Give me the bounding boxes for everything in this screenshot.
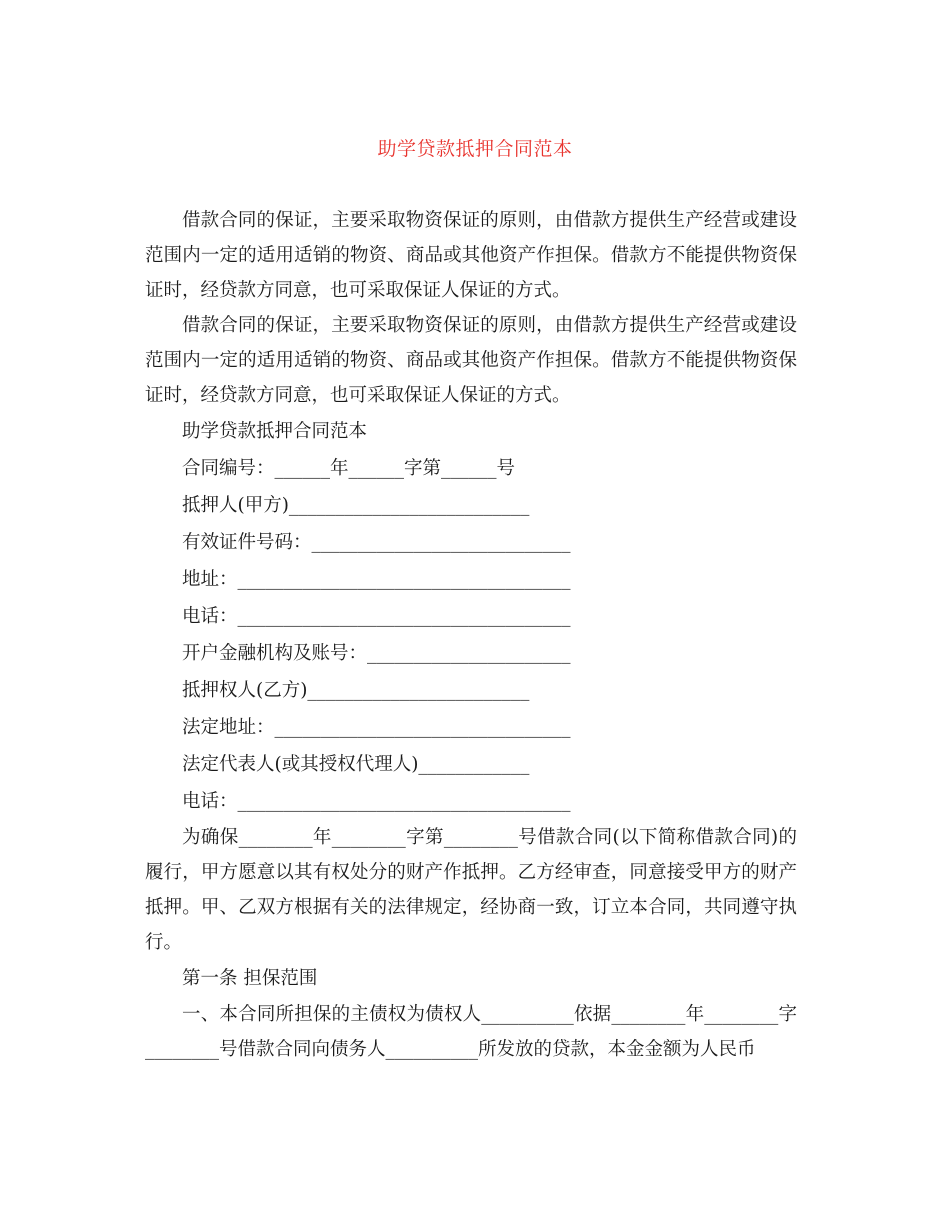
contract-subtitle: 助学贷款抵押合同范本 (182, 421, 368, 442)
address-field: 地址：____________________________________ (182, 569, 571, 590)
article-1-heading: 第一条 担保范围 (182, 968, 318, 989)
mortgagor-field: 抵押人(甲方)__________________________ (182, 495, 530, 516)
purpose-paragraph: 为确保________年________字第________号借款合同(以下简称借款合同)的履行，甲方愿意以其有权处分的财产作抵押。乙方经审查，同意接受甲方的财产抵押。甲、乙双方根据有关的法律规定，经协商一致，订立本合同，共同遵守执行。 (145, 827, 797, 953)
article-1-clause-1: 一、本合同所担保的主债权为债权人__________依据________年________字________号借款合同向债务人__________所发放的贷款，本金金额为人民币 (145, 1004, 797, 1060)
legal-address-field: 法定地址：________________________________ (182, 717, 571, 738)
id-number-field: 有效证件号码：____________________________ (182, 532, 571, 553)
mortgagee-field: 抵押权人(乙方)________________________ (182, 680, 530, 701)
phone-field-1: 电话：____________________________________ (182, 606, 571, 627)
legal-representative-field: 法定代表人(或其授权代理人)____________ (182, 754, 530, 775)
contract-number-field: 合同编号：______年______字第______号 (182, 458, 516, 479)
bank-account-field: 开户金融机构及账号：______________________ (182, 643, 571, 664)
intro-paragraph-2: 借款合同的保证，主要采取物资保证的原则，由借款方提供生产经营或建设范围内一定的适用适销的物资、商品或其他资产作担保。借款方不能提供物资保证时，经贷款方同意，也可采取保证人保证的方式。 (145, 315, 797, 406)
document-title: 助学贷款抵押合同范本 (377, 138, 573, 160)
phone-field-2: 电话：____________________________________ (182, 791, 571, 812)
document-body (145, 203, 797, 1067)
intro-paragraph-1: 借款合同的保证，主要采取物资保证的原则，由借款方提供生产经营或建设范围内一定的适用适销的物资、商品或其他资产作担保。借款方不能提供物资保证时，经贷款方同意，也可采取保证人保证的方式。 (145, 210, 797, 301)
